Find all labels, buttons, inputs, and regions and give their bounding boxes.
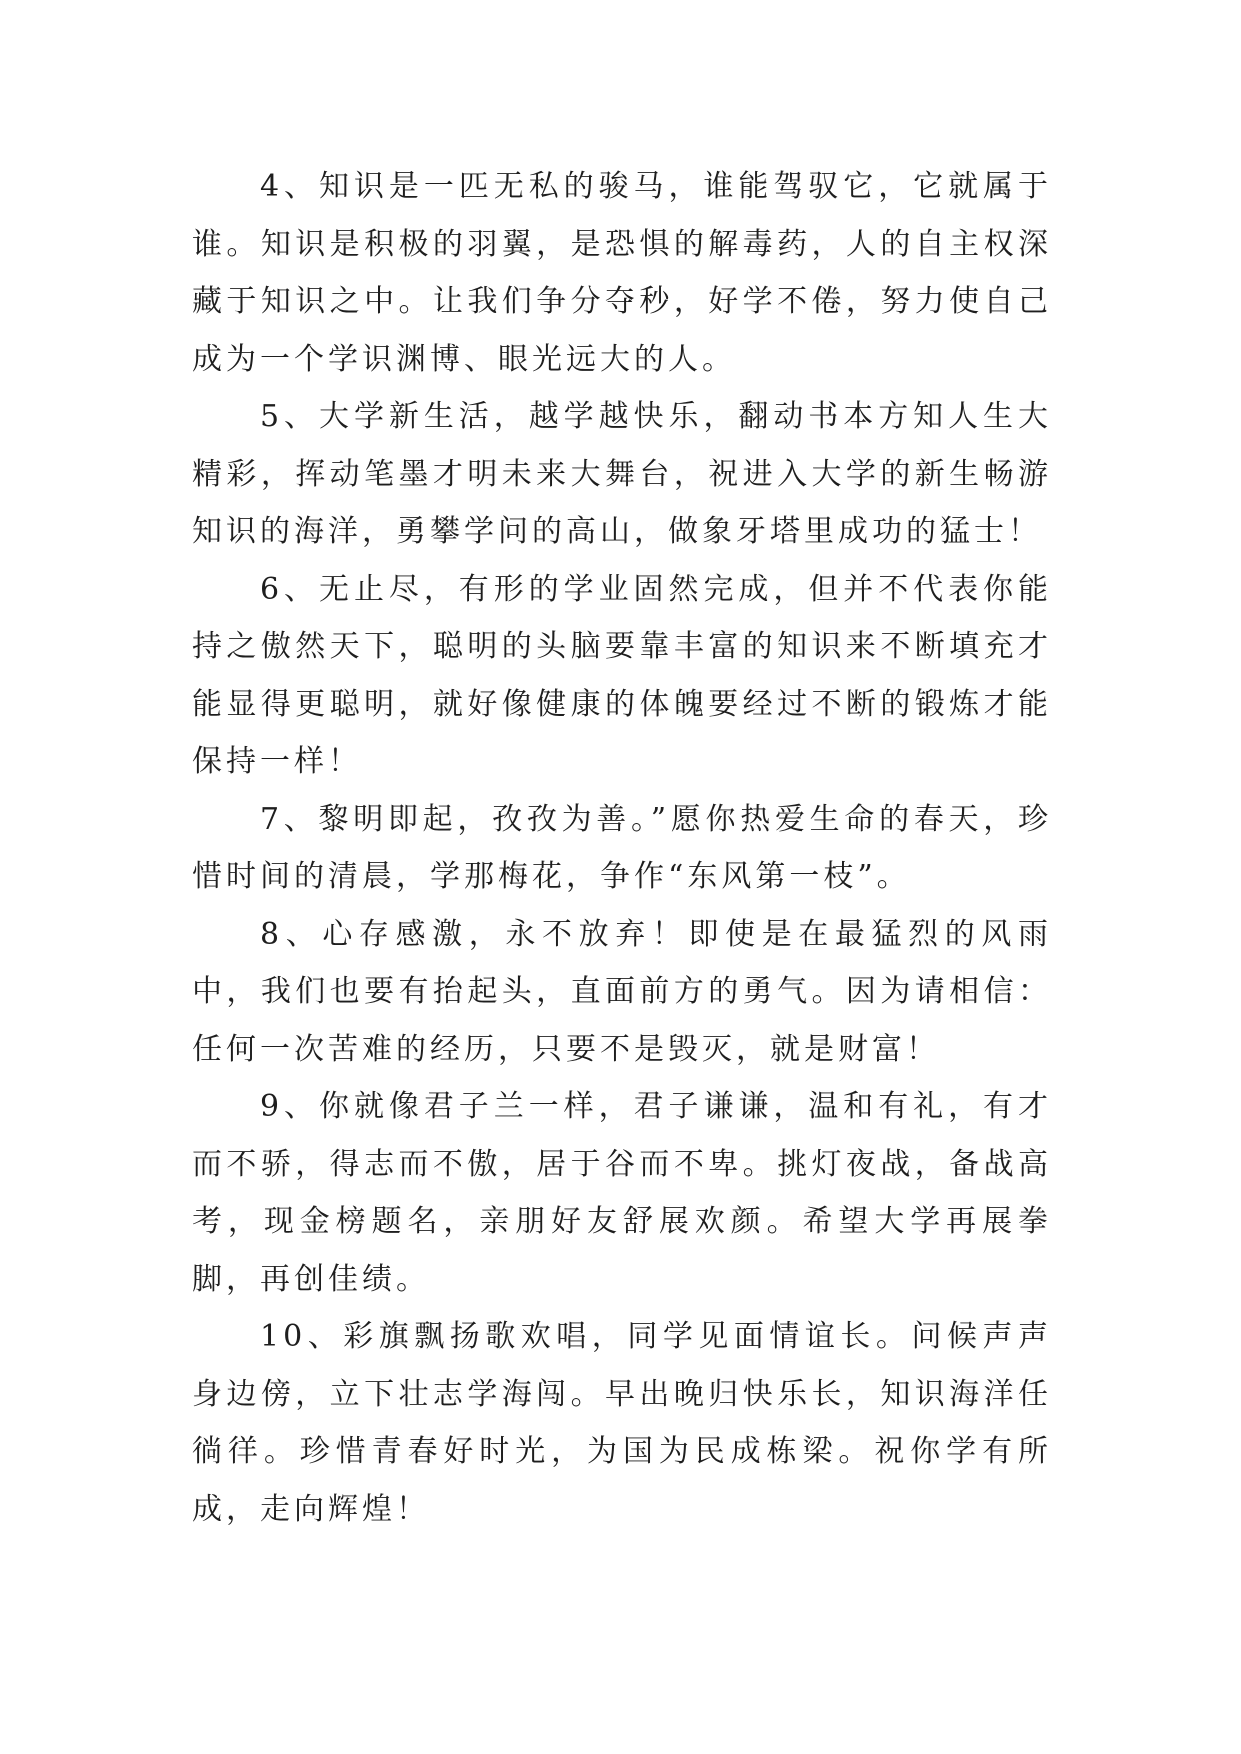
document-body <box>192 158 1052 1538</box>
paragraph-4: 4、知识是一匹无私的骏马，谁能驾驭它，它就属于谁。知识是积极的羽翼，是恐惧的解毒药，人的自主权深藏于知识之中。让我们争分夺秒，好学不倦，努力使自己成为一个学识渊博、眼光远大的人。 <box>192 169 1052 377</box>
paragraph-8: 8、心存感激，永不放弃！即使是在最猛烈的风雨中，我们也要有抬起头，直面前方的勇气。因为请相信：任何一次苦难的经历，只要不是毁灭，就是财富！ <box>192 916 1052 1067</box>
paragraph-7: 7、黎明即起，孜孜为善。”愿你热爱生命的春天，珍惜时间的清晨，学那梅花，争作“东风第一枝”。 <box>192 801 1052 894</box>
paragraph-5: 5、大学新生活，越学越快乐，翻动书本方知人生大精彩，挥动笔墨才明未来大舞台，祝进入大学的新生畅游知识的海洋，勇攀学问的高山，做象牙塔里成功的猛士！ <box>192 399 1052 549</box>
paragraph-6: 6、无止尽，有形的学业固然完成，但并不代表你能持之傲然天下，聪明的头脑要靠丰富的知识来不断填充才能显得更聪明，就好像健康的体魄要经过不断的锻炼才能保持一样！ <box>192 571 1052 779</box>
paragraph-9: 9、你就像君子兰一样，君子谦谦，温和有礼，有才而不骄，得志而不傲，居于谷而不卑。挑灯夜战，备战高考，现金榜题名，亲朋好友舒展欢颜。希望大学再展拳脚，再创佳绩。 <box>192 1089 1052 1297</box>
paragraph-10: 10、彩旗飘扬歌欢唱，同学见面情谊长。问候声声身边傍，立下壮志学海闯。早出晚归快乐长，知识海洋任徜徉。珍惜青春好时光，为国为民成栋梁。祝你学有所成，走向辉煌！ <box>192 1319 1052 1527</box>
